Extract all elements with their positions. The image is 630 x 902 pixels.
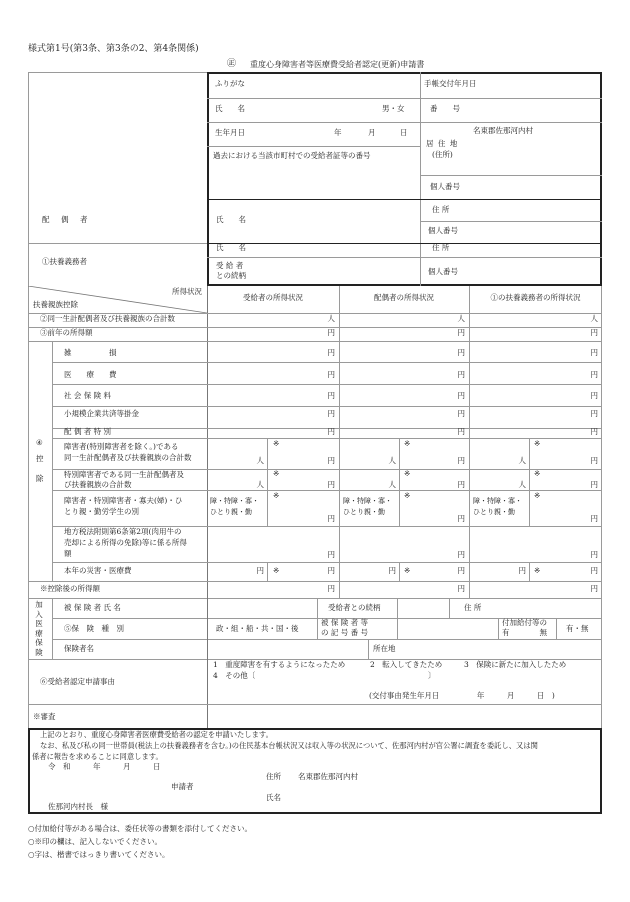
birth-month-unit: 月 bbox=[368, 128, 376, 137]
past-number-field[interactable] bbox=[213, 165, 413, 195]
cell[interactable]: 人 bbox=[388, 480, 396, 489]
birth-day-unit: 日 bbox=[400, 128, 408, 137]
row-label-medical: 医 療 費 bbox=[64, 370, 117, 379]
supporter-relation-field[interactable] bbox=[252, 260, 416, 284]
note-mark: ※ bbox=[273, 491, 280, 500]
gender-select[interactable]: 男・女 bbox=[382, 104, 405, 113]
cell[interactable]: 円 bbox=[590, 514, 598, 523]
cell[interactable]: 円 bbox=[457, 409, 465, 418]
issue-date-label: (交付事由発生年月日 年 月 日 ) bbox=[369, 691, 555, 700]
form-number: 様式第1号(第3条、第3条の2、第4条関係) bbox=[28, 44, 199, 54]
birthdate-label: 生年月日 bbox=[215, 128, 245, 137]
declaration-name-label: 氏名 bbox=[266, 793, 281, 802]
declaration-applicant-label: 申請者 bbox=[171, 782, 194, 791]
reason-option-2[interactable]: 2 転入してきたため bbox=[370, 660, 443, 669]
note-mark: ※ bbox=[534, 439, 541, 448]
insured-name-field[interactable] bbox=[210, 600, 315, 616]
row-label-category-1: 障害者・特別障害者・寡夫(婦)・ひ bbox=[64, 496, 183, 505]
address-prefix: 名東郡佐那河内村 bbox=[473, 126, 533, 135]
supporter-section-label: ①扶養義務者 bbox=[42, 257, 87, 266]
row-label-local-tax-2: 売却による所得の免除)等に係る所得 bbox=[64, 538, 187, 547]
cell[interactable]: 円 bbox=[327, 391, 335, 400]
relation-label-2: との続柄 bbox=[216, 271, 246, 280]
insured-relation-field[interactable] bbox=[399, 600, 447, 616]
spouse-dependents-cell[interactable]: 人 bbox=[457, 314, 465, 323]
cell[interactable]: 円 bbox=[457, 514, 465, 523]
residence-label: 居 住 地 bbox=[426, 139, 459, 148]
form-title: 重度心身障害者等医療費受給者認定(更新)申請書 bbox=[250, 60, 425, 69]
supporter-prev-income-cell[interactable]: 円 bbox=[590, 328, 598, 337]
supporter-address-label: 住 所 bbox=[432, 243, 450, 252]
cell[interactable]: 円 bbox=[457, 370, 465, 379]
cell[interactable]: 円 bbox=[327, 370, 335, 379]
cell[interactable]: 円 bbox=[457, 584, 465, 593]
cell[interactable]: 円 bbox=[590, 550, 598, 559]
extra-benefit-label-1: 付加給付等の bbox=[502, 618, 547, 627]
cell[interactable]: 人 bbox=[256, 456, 264, 465]
spouse-my-number-field[interactable] bbox=[470, 223, 598, 241]
row-label-dependents: ②同一生計配偶者及び扶養親族の合計数 bbox=[40, 314, 175, 323]
cell[interactable]: 円 bbox=[457, 566, 465, 575]
applicant-name-field[interactable] bbox=[250, 100, 360, 120]
cell[interactable]: 円 bbox=[590, 584, 598, 593]
spouse-category-choice-2[interactable]: ひとり親・勤 bbox=[343, 508, 385, 516]
cell[interactable]: 円 bbox=[327, 514, 335, 523]
insured-address-label: 住 所 bbox=[464, 603, 482, 612]
row-label-local-tax-1: 地方税法附則第6条第2項(肉用牛の bbox=[64, 527, 182, 536]
supporter-name-field[interactable] bbox=[250, 245, 416, 255]
my-number-label: 個人番号 bbox=[430, 182, 460, 191]
relation-label-1: 受 給 者 bbox=[216, 261, 244, 270]
spouse-address-label: 住 所 bbox=[432, 205, 450, 214]
extra-benefit-label-2: 有 無 bbox=[502, 628, 547, 637]
furigana-label: ふりがな bbox=[215, 79, 245, 88]
row-label-local-tax-3: 額 bbox=[64, 549, 72, 558]
spouse-my-number-label: 個人番号 bbox=[428, 226, 458, 235]
reason-option-4-close: 〕 bbox=[428, 671, 436, 680]
cell[interactable]: 円 bbox=[590, 566, 598, 575]
review-field bbox=[210, 706, 600, 728]
residence-field[interactable] bbox=[470, 138, 598, 172]
birthdate-field[interactable] bbox=[260, 124, 415, 144]
cell[interactable]: 円 bbox=[590, 409, 598, 418]
techo-date-field[interactable] bbox=[480, 74, 598, 96]
symbol-label-1: 被 保 険 者 等 bbox=[321, 618, 369, 627]
name-label: 氏 名 bbox=[215, 104, 245, 113]
note-mark: ※ bbox=[273, 439, 280, 448]
cell[interactable]: 円 bbox=[327, 348, 335, 357]
note-mark: ※ bbox=[273, 469, 280, 478]
recipient-category-choice-2[interactable]: ひとり親・勤 bbox=[210, 508, 252, 516]
insurer-name-label: 保険者名 bbox=[64, 644, 94, 653]
reason-label: ⑥受給者認定申請事由 bbox=[40, 677, 115, 686]
supporter-category-choice-1[interactable]: 障・特障・寡・ bbox=[473, 497, 522, 505]
insurer-name-field[interactable] bbox=[210, 641, 365, 657]
declaration-line-2: なお、私及び私の同一世帯員(税法上の扶養義務者を含む。)の住民基本台帳状況又は収入等の状況について、佐那河内村が官公署に調査を委託し、又は関 bbox=[40, 741, 538, 750]
cell[interactable]: 円 bbox=[327, 480, 335, 489]
note-2: ○※印の欄は、記入しないでください。 bbox=[28, 837, 163, 846]
reason-other-field[interactable] bbox=[260, 671, 425, 682]
corner-bottom-label: 扶養親族控除 bbox=[33, 300, 78, 309]
insurer-location-label: 所在地 bbox=[373, 644, 396, 653]
row-label-special-dep-1: 特別障害者である同一生計配偶者及 bbox=[64, 470, 184, 479]
note-mark: ※ bbox=[534, 469, 541, 478]
cell[interactable]: 円 bbox=[327, 456, 335, 465]
cell[interactable]: 円 bbox=[590, 391, 598, 400]
row-label-disaster: 本年の災害・医療費 bbox=[64, 566, 132, 575]
cell[interactable]: 円 bbox=[590, 370, 598, 379]
supporter-my-number-field[interactable] bbox=[470, 260, 598, 284]
col-header-recipient: 受給者の所得状況 bbox=[243, 293, 303, 302]
techo-date-label: 手帳交付年月日 bbox=[424, 79, 477, 88]
cell[interactable]: 円 bbox=[457, 480, 465, 489]
deduction-side-label-1: 控 bbox=[36, 454, 44, 463]
applicant-my-number-field[interactable] bbox=[470, 178, 598, 196]
insured-name-label: 被 保 険 者 氏 名 bbox=[64, 603, 121, 612]
recipient-prev-income-cell[interactable]: 円 bbox=[327, 328, 335, 337]
recipient-dependents-cell[interactable]: 人 bbox=[327, 314, 335, 323]
declaration-name-field[interactable] bbox=[290, 791, 590, 803]
row-label-category-2: とり親・勤労学生の別 bbox=[64, 507, 139, 516]
cell[interactable]: 円 bbox=[457, 391, 465, 400]
cell[interactable]: 円 bbox=[590, 427, 598, 436]
cell[interactable]: 人 bbox=[518, 480, 526, 489]
cell[interactable]: 円 bbox=[327, 584, 335, 593]
col-header-supporter: ①の扶養義務者の所得状況 bbox=[490, 293, 581, 302]
note-mark: ※ bbox=[404, 469, 411, 478]
row-label-casualty-loss: 雑 損 bbox=[64, 348, 117, 357]
corner-top-label: 所得状況 bbox=[172, 287, 202, 296]
supporter-name-label: 氏 名 bbox=[216, 243, 246, 252]
cell[interactable]: 円 bbox=[457, 427, 465, 436]
reason-option-3[interactable]: 3 保険に新たに加入したため bbox=[464, 660, 567, 669]
cell[interactable]: 円 bbox=[590, 456, 598, 465]
cell[interactable]: 人 bbox=[388, 456, 396, 465]
cell[interactable]: 円 bbox=[327, 427, 335, 436]
insured-address-field[interactable] bbox=[490, 600, 598, 616]
addressee: 佐那河内村長 様 bbox=[48, 802, 108, 811]
col-header-spouse: 配偶者の所得状況 bbox=[374, 293, 434, 302]
row-label-special-dep-2: び扶養親族の合計数 bbox=[64, 480, 132, 489]
cell[interactable]: 人 bbox=[518, 456, 526, 465]
extra-benefit-select[interactable]: 有・無 bbox=[566, 624, 589, 633]
supporter-category-choice-2[interactable]: ひとり親・勤 bbox=[473, 508, 515, 516]
cell[interactable]: 円 bbox=[590, 480, 598, 489]
note-1: ○付加給付等がある場合は、委任状等の書類を添付してください。 bbox=[28, 824, 253, 833]
insurance-type-select[interactable]: 政・組・船・共・国・後 bbox=[216, 624, 299, 633]
cell[interactable]: 円 bbox=[457, 348, 465, 357]
past-number-label: 過去における当該市町村での受給者証等の番号 bbox=[213, 151, 371, 160]
row-label-disabled-dep-2: 同一生計配偶者及び扶養親族の合計数 bbox=[64, 453, 192, 462]
cell[interactable]: 円 bbox=[327, 409, 335, 418]
residence-sub-label: (住所) bbox=[432, 150, 453, 159]
furigana-field[interactable] bbox=[250, 74, 418, 96]
insurance-symbol-field[interactable] bbox=[399, 620, 496, 637]
declaration-address-field[interactable] bbox=[360, 770, 590, 782]
birth-year-unit: 年 bbox=[334, 128, 342, 137]
spouse-name-field[interactable] bbox=[250, 202, 416, 240]
note-mark: ※ bbox=[404, 491, 411, 500]
spouse-category-choice-1[interactable]: 障・特障・寡・ bbox=[343, 497, 392, 505]
techo-number-field[interactable] bbox=[470, 100, 598, 120]
note-mark: ※ bbox=[534, 491, 541, 500]
cell[interactable]: 円 bbox=[457, 456, 465, 465]
symbol-label-2: の 記 号 番 号 bbox=[321, 628, 369, 637]
declaration-date[interactable]: 令 和 年 月 日 bbox=[48, 762, 161, 771]
supporter-address-field[interactable] bbox=[460, 245, 598, 255]
seal-icon: ㊣ bbox=[227, 59, 237, 69]
declaration-address-label: 住所 bbox=[266, 772, 281, 781]
row-label-spouse-special: 配 偶 者 特 別 bbox=[64, 427, 112, 436]
spouse-section-label: 配 偶 者 bbox=[42, 215, 90, 224]
cell[interactable]: 円 bbox=[256, 566, 264, 575]
row-label-small-business: 小規模企業共済等掛金 bbox=[64, 409, 139, 418]
row-label-after-deduction: ※控除後の所得額 bbox=[40, 584, 100, 593]
note-mark: ※ bbox=[404, 566, 411, 575]
recipient-category-choice-1[interactable]: 障・特障・寡・ bbox=[210, 497, 259, 505]
cell[interactable]: 円 bbox=[590, 348, 598, 357]
note-mark: ※ bbox=[273, 566, 280, 575]
spouse-prev-income-cell[interactable]: 円 bbox=[457, 328, 465, 337]
insurer-location-field[interactable] bbox=[400, 641, 598, 657]
reason-option-4[interactable]: 4 その他〔 bbox=[213, 671, 256, 680]
declaration-line-1: 上記のとおり、重度心身障害者医療費受給者の認定を申請いたします。 bbox=[40, 730, 273, 739]
note-3: ○字は、楷書ではっきり書いてください。 bbox=[28, 850, 170, 859]
row-label-disabled-dep-1: 障害者(特別障害者を除く。)である bbox=[64, 442, 179, 451]
note-mark: ※ bbox=[404, 439, 411, 448]
row-label-prev-income: ③前年の所得額 bbox=[40, 328, 93, 337]
review-label: ※審査 bbox=[33, 712, 56, 721]
cell[interactable]: 円 bbox=[388, 566, 396, 575]
note-mark: ※ bbox=[534, 566, 541, 575]
cell[interactable]: 円 bbox=[518, 566, 526, 575]
insurance-side-label: 加 入 医 療 保 険 bbox=[35, 600, 43, 657]
spouse-name-label: 氏 名 bbox=[216, 215, 246, 224]
deduction-side-label-2: 除 bbox=[36, 474, 44, 483]
cell[interactable]: 円 bbox=[327, 566, 335, 575]
cell[interactable]: 円 bbox=[457, 550, 465, 559]
row-label-social-insurance: 社 会 保 険 料 bbox=[64, 391, 112, 400]
insured-relation-label: 受給者との続柄 bbox=[328, 603, 381, 612]
supporter-my-number-label: 個人番号 bbox=[428, 267, 458, 276]
reason-option-1[interactable]: 1 重度障害を有するようになったため bbox=[213, 660, 346, 669]
cell[interactable]: 人 bbox=[256, 480, 264, 489]
cell[interactable]: 円 bbox=[327, 550, 335, 559]
spouse-address-field[interactable] bbox=[460, 201, 598, 219]
declaration-address-value: 名東郡佐那河内村 bbox=[298, 772, 358, 781]
insurance-type-label: ⑤保 険 種 別 bbox=[64, 624, 124, 633]
supporter-dependents-cell[interactable]: 人 bbox=[590, 314, 598, 323]
deduction-side-label-num: ④ bbox=[36, 438, 43, 447]
declaration-line-3: 係者に報告を求めることに同意します。 bbox=[32, 752, 163, 761]
number-label: 番 号 bbox=[430, 104, 460, 113]
